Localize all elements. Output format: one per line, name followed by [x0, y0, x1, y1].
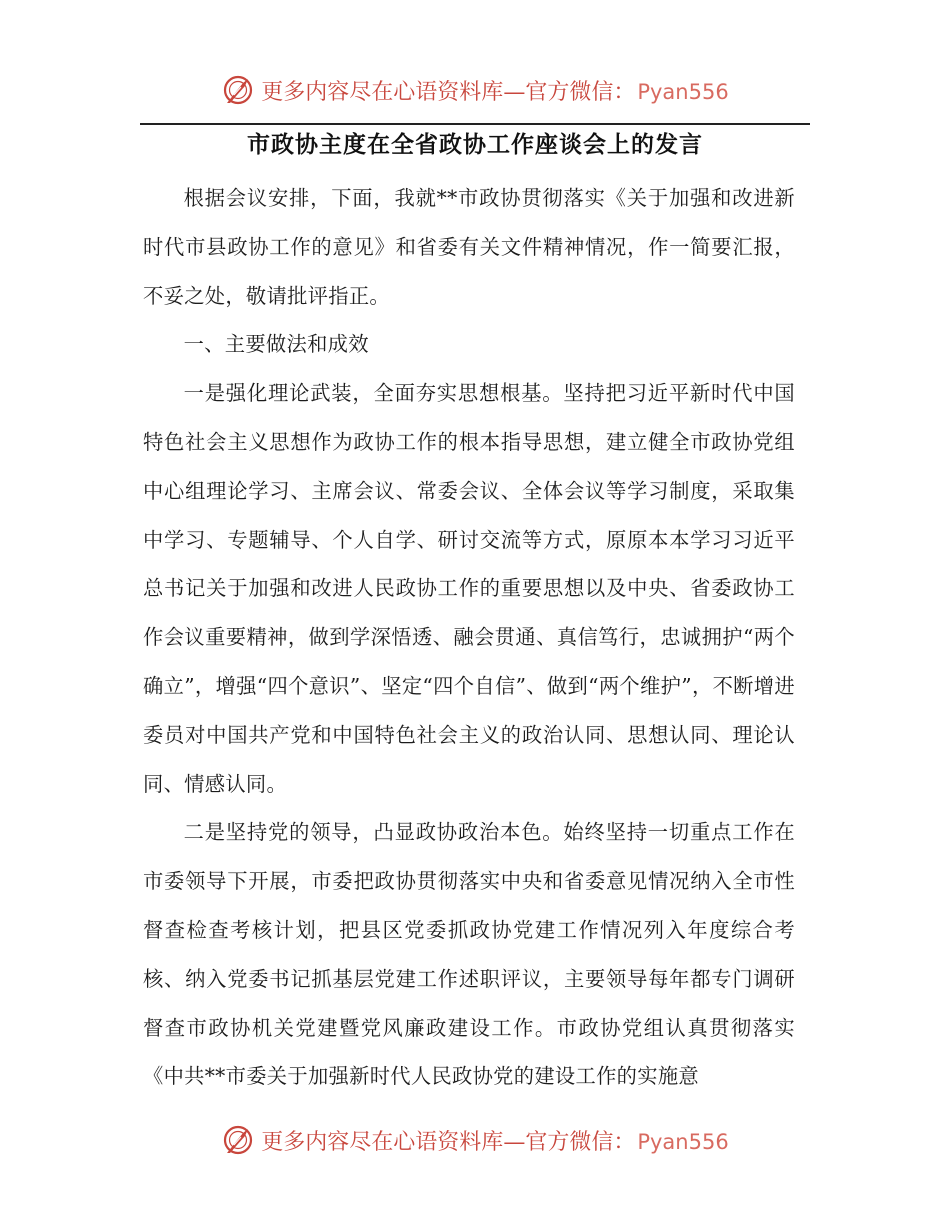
- section-heading: 一、主要做法和成效: [183, 332, 369, 357]
- header-banner: [0, 70, 950, 110]
- document-body: [143, 174, 795, 1101]
- banner-wechat-label: 官方微信：: [525, 1129, 636, 1155]
- banner-account: Pyan556: [637, 1129, 729, 1154]
- paragraph: 二是坚持党的领导，凸显政协政治本色。始终坚持一切重点工作在市委领导下开展，市委把政协贯彻落实中央和省委意见情况纳入全市性督查检查考核计划，把县区党委抓政协党建工作情况列入年度综合考核、纳入党委书记抓基层党建工作述职评议，主要领导每年都专门调研督查市政协机关党建暨党风廉政建设工作。市政协党组认真贯彻落实《中共**市委关于加强新时代人民政协党的建设工作的实施意: [143, 820, 795, 1089]
- document-title: 市政协主度在全省政协工作座谈会上的发言: [247, 132, 703, 158]
- quill-logo-icon: [221, 73, 255, 107]
- paragraph: 一是强化理论武装，全面夯实思想根基。坚持把习近平新时代中国特色社会主义思想作为政协工作的根本指导思想，建立健全市政协党组中心组理论学习、主席会议、常委会议、全体会议等学习制度，采取集中学习、专题辅导、个人自学、研讨交流等方式，原原本本学习习近平总书记关于加强和改进人民政协工作的重要思想以及中央、省委政协工作会议重要精神，做到学深悟透、融会贯通、真信笃行，忠诚拥护“两个确立”，增强“四个意识”、坚定“四个自信”、做到“两个维护”，不断增进委员对中国共产党和中国特色社会主义的政治认同、思想认同、理论认同、情感认同。: [143, 381, 795, 796]
- banner-dash: —: [503, 79, 526, 105]
- footer-banner: [0, 1120, 950, 1160]
- banner-text: [261, 1125, 728, 1156]
- paragraph: 根据会议安排，下面，我就**市政协贯彻落实《关于加强和改进新时代市县政协工作的意见》和省委有关文件精神情况，作一简要汇报，不妥之处，敬请批评指正。: [143, 186, 795, 308]
- banner-main-text: 更多内容尽在心语资料库: [261, 79, 504, 105]
- banner-dash: —: [503, 1129, 526, 1155]
- quill-logo-icon: [221, 1123, 255, 1157]
- header-rule: [140, 123, 810, 125]
- banner-main-text: 更多内容尽在心语资料库: [261, 1129, 504, 1155]
- banner-text: [261, 75, 728, 106]
- banner-account: Pyan556: [637, 79, 729, 104]
- banner-wechat-label: 官方微信：: [525, 79, 636, 105]
